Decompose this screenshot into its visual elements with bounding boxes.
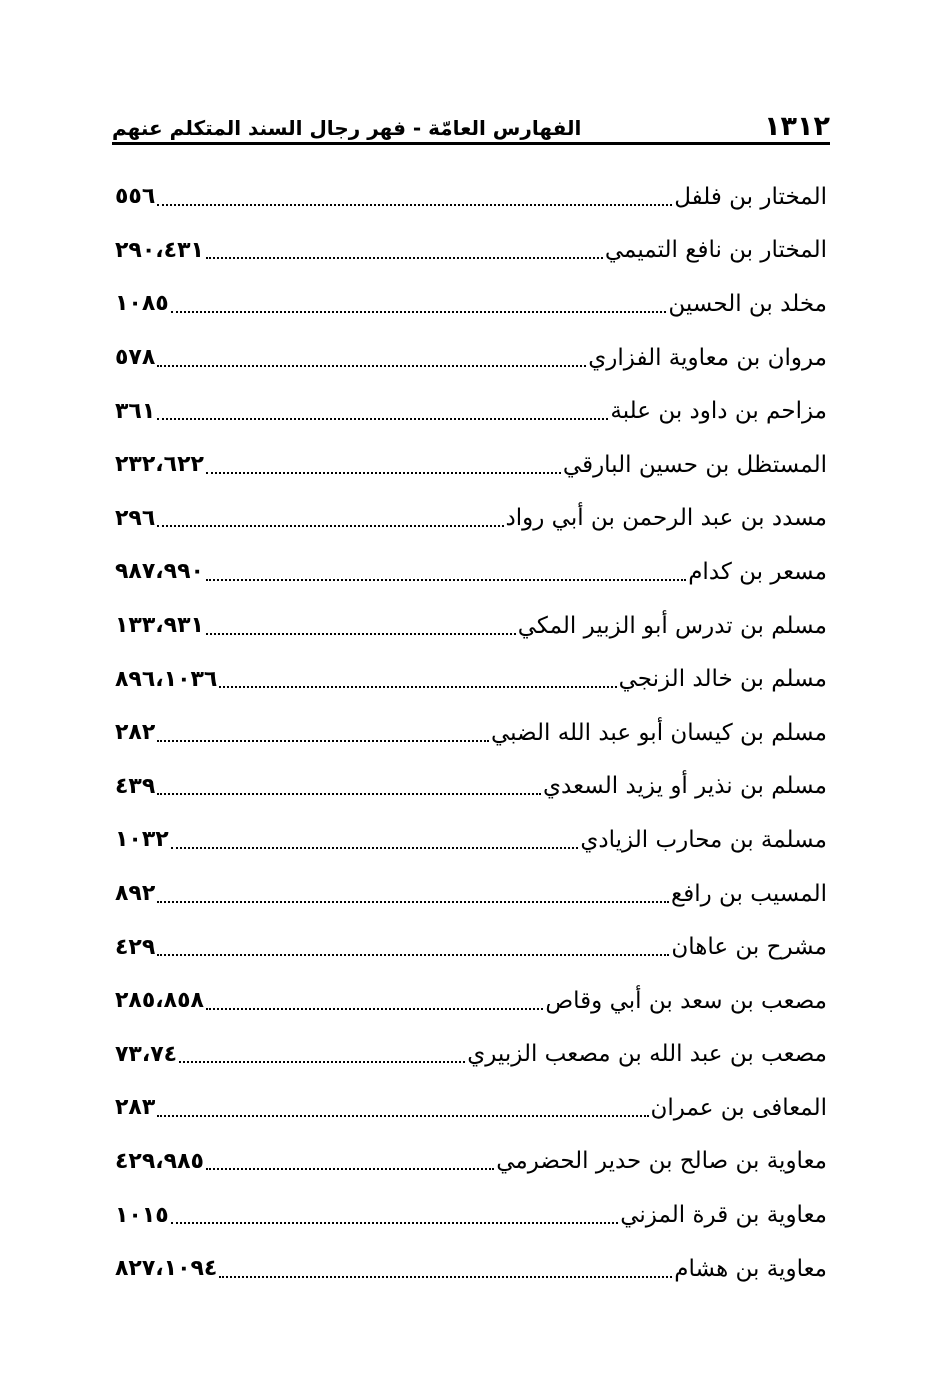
entry-name: المعافى بن عمران (650, 1094, 827, 1121)
dot-leader (219, 686, 616, 688)
entry-name: مصعب بن عبد الله بن مصعب الزبيري (467, 1041, 827, 1068)
dot-leader (206, 633, 516, 635)
entry-name: مسدد بن عبد الرحمن بن أبي رواد (505, 505, 827, 532)
entry-pages: ٢٨٥،٨٥٨ (115, 988, 204, 1014)
entry-pages: ٢٨٢ (115, 720, 156, 746)
dot-leader (157, 901, 669, 903)
dot-leader (171, 311, 667, 313)
index-entry (115, 384, 827, 438)
index-entry (115, 224, 827, 278)
entry-pages: ١٠١٥ (115, 1202, 169, 1228)
entry-name: المسيب بن رافع (670, 880, 827, 907)
dot-leader (157, 525, 503, 527)
entry-pages: ٤٣٩ (115, 773, 156, 799)
dot-leader (206, 1008, 543, 1010)
header-rule (112, 142, 830, 145)
entry-pages: ٧٣،٧٤ (115, 1041, 178, 1067)
entry-pages: ٢٣٢،٦٢٢ (115, 452, 204, 478)
dot-leader (157, 740, 489, 742)
entry-name: مصعب بن سعد بن أبي وقاص (545, 987, 827, 1014)
entry-name: معاوية بن صالح بن حدير الحضرمي (496, 1148, 827, 1175)
dot-leader (157, 204, 672, 206)
index-entry (115, 974, 827, 1028)
entry-name: معاوية بن قرة المزني (620, 1202, 827, 1229)
entry-name: المستظل بن حسين البارقي (562, 451, 827, 478)
running-title: الفهارس العامّة - فهر رجال السند المتكلم عنهم (112, 116, 582, 140)
page-header (112, 106, 830, 142)
entry-name: مسلم بن كيسان أبو عبد الله الضبي (490, 719, 827, 746)
index-entries (115, 170, 827, 1295)
index-entry (115, 170, 827, 224)
index-entry (115, 813, 827, 867)
entry-name: المختار بن فلفل (674, 183, 827, 210)
index-entry (115, 599, 827, 653)
entry-pages: ٨٩٢ (115, 881, 156, 907)
index-entry (115, 706, 827, 760)
dot-leader (219, 1276, 672, 1278)
entry-pages: ٤٢٩،٩٨٥ (115, 1148, 204, 1174)
index-entry (115, 1028, 827, 1082)
dot-leader (157, 793, 541, 795)
entry-name: مشرح بن عاهان (671, 934, 827, 961)
index-entry (115, 920, 827, 974)
entry-name: مروان بن معاوية الفزاري (588, 344, 827, 371)
entry-name: مسلم بن خالد الزنجي (618, 666, 827, 693)
entry-pages: ٨٢٧،١٠٩٤ (115, 1256, 218, 1282)
entry-pages: ١٠٣٢ (115, 827, 169, 853)
dot-leader (206, 472, 561, 474)
index-entry (115, 1081, 827, 1135)
dot-leader (171, 847, 579, 849)
dot-leader (157, 954, 669, 956)
entry-name: معاوية بن هشام (674, 1255, 827, 1282)
index-entry (115, 1188, 827, 1242)
entry-pages: ٥٧٨ (115, 345, 156, 371)
entry-pages: ٢٩٠،٤٣١ (115, 237, 204, 263)
dot-leader (157, 1115, 648, 1117)
dot-leader (206, 1168, 494, 1170)
entry-pages: ٢٨٣ (115, 1095, 156, 1121)
index-entry (115, 1135, 827, 1189)
dot-leader (206, 579, 686, 581)
index-entry (115, 760, 827, 814)
entry-name: مسعر بن كدام (688, 558, 827, 585)
entry-pages: ١٣٣،٩٣١ (115, 613, 204, 639)
entry-name: مسلمة بن محارب الزيادي (580, 826, 827, 853)
entry-name: مسلم بن تدرس أبو الزبير المكي (517, 612, 827, 639)
entry-pages: ٤٢٩ (115, 934, 156, 960)
index-entry (115, 277, 827, 331)
index-entry (115, 492, 827, 546)
dot-leader (179, 1061, 465, 1063)
index-entry (115, 438, 827, 492)
page-number: ١٣١٢ (764, 111, 830, 142)
dot-leader (157, 365, 586, 367)
index-entry (115, 331, 827, 385)
entry-pages: ٥٥٦ (115, 184, 156, 210)
entry-pages: ١٠٨٥ (115, 291, 169, 317)
dot-leader (157, 418, 608, 420)
entry-name: مسلم بن نذير أو يزيد السعدي (543, 773, 827, 800)
entry-name: المختار بن نافع التميمي (604, 237, 827, 264)
index-entry (115, 545, 827, 599)
dot-leader (171, 1222, 618, 1224)
dot-leader (206, 257, 603, 259)
index-entry (115, 1242, 827, 1296)
entry-pages: ٢٩٦ (115, 505, 156, 531)
entry-pages: ٩٨٧،٩٩٠ (115, 559, 204, 585)
entry-name: مزاحم بن داود بن علبة (610, 398, 827, 425)
entry-pages: ٨٩٦،١٠٣٦ (115, 666, 218, 692)
index-entry (115, 867, 827, 921)
entry-pages: ٣٦١ (115, 398, 156, 424)
entry-name: مخلد بن الحسين (668, 290, 827, 317)
index-entry (115, 652, 827, 706)
